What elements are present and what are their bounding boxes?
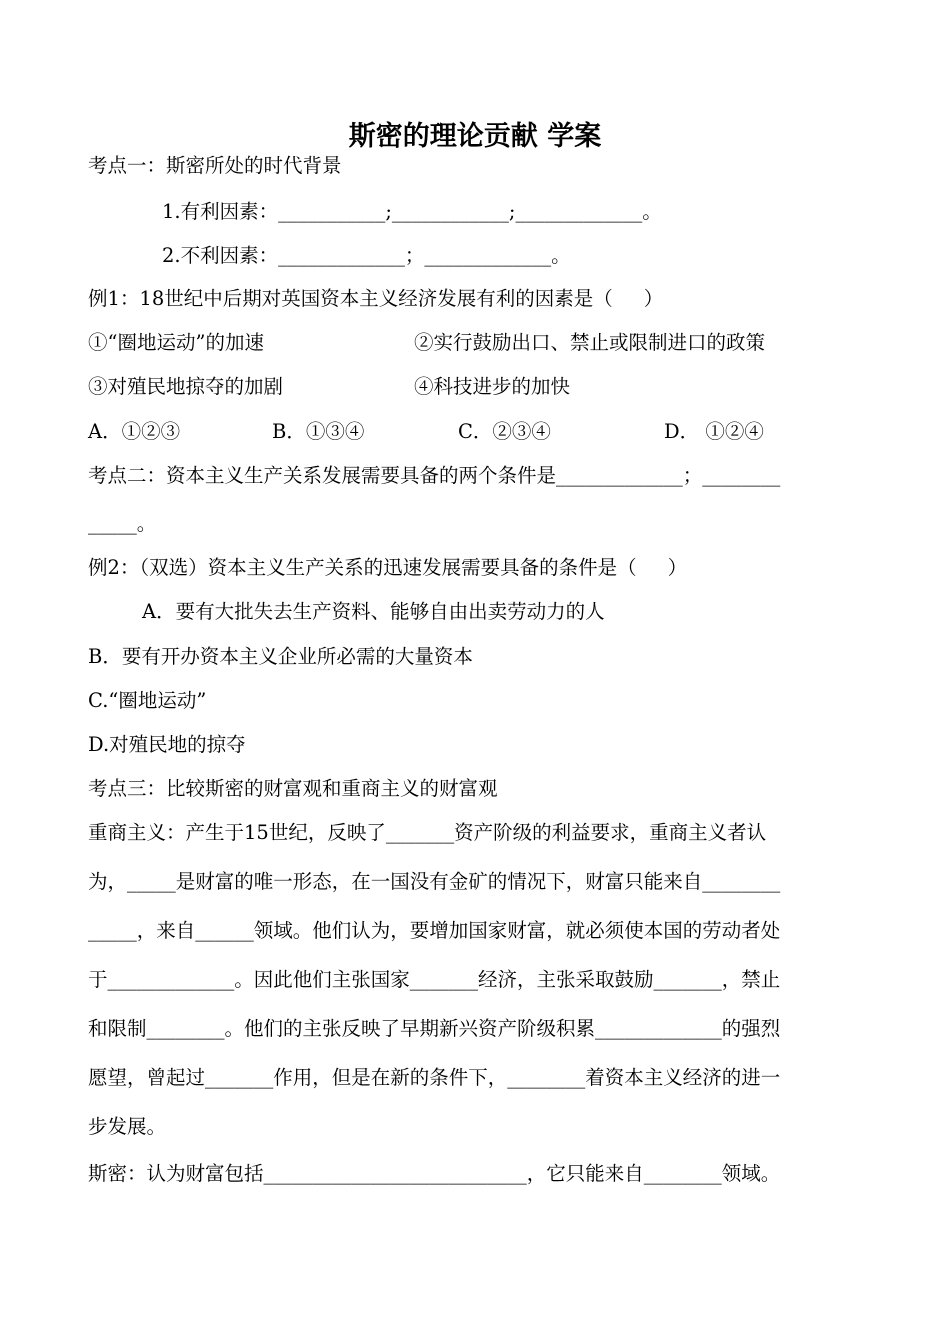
unfavorable-factors: 2.不利因素：_____________；_____________。 (162, 244, 571, 267)
example-1-choice-c: C．②③④ (458, 420, 551, 443)
section-2-line-2: _____。 (88, 512, 157, 535)
mercantilism-line-2: 为，_____是财富的唯一形态，在一国没有金矿的情况下，财富只能来自________ (88, 870, 781, 893)
mercantilism-line-1: 重商主义：产生于15世纪，反映了_______资产阶级的利益要求，重商主义者认 (88, 821, 767, 844)
example-1-item-1: ①“圈地运动”的加速 (88, 331, 264, 354)
example-1-item-4: ④科技进步的加快 (414, 375, 571, 398)
example-1-choice-a: A．①②③ (88, 420, 181, 443)
example-1-choice-b: B．①③④ (272, 420, 365, 443)
page-title: 斯密的理论贡献 学案 (348, 121, 602, 152)
mercantilism-line-7: 步发展。 (88, 1115, 167, 1138)
mercantilism-line-4: 于_____________。因此他们主张国家_______经济，主张采取鼓励_______，禁止 (88, 968, 781, 991)
example-2-choice-b: B．要有开办资本主义企业所必需的大量资本 (88, 645, 473, 668)
example-1-choice-d: D． ①②④ (664, 420, 764, 443)
example-2-choice-c: C.“圈地运动” (88, 689, 207, 712)
example-1-question: 例1：18世纪中后期对英国资本主义经济发展有利的因素是（ ） (88, 287, 664, 310)
smith-wealth-view: 斯密：认为财富包括___________________________，它只能来自________领域。 (88, 1162, 781, 1185)
example-1-item-2: ②实行鼓励出口、禁止或限制进口的政策 (414, 331, 766, 354)
mercantilism-line-6: 愿望，曾起过_______作用，但是在新的条件下，________着资本主义经济的进一 (88, 1066, 781, 1089)
example-1-item-3: ③对殖民地掠夺的加剧 (88, 375, 284, 398)
mercantilism-line-5: 和限制________。他们的主张反映了早期新兴资产阶级积累_____________的强烈 (88, 1017, 781, 1040)
section-2-line-1: 考点二：资本主义生产关系发展需要具备的两个条件是_____________；________ (88, 464, 781, 487)
example-2-question: 例2：（双选）资本主义生产关系的迅速发展需要具备的条件是（ ） (88, 556, 688, 579)
section-3-heading: 考点三：比较斯密的财富观和重商主义的财富观 (88, 777, 498, 800)
favorable-factors: 1.有利因素：___________;____________;_____________。 (162, 200, 662, 223)
mercantilism-line-3: _____，来自______领域。他们认为，要增加国家财富，就必须使本国的劳动者处 (88, 919, 781, 942)
section-1-heading: 考点一：斯密所处的时代背景 (88, 154, 342, 177)
example-2-choice-a: A．要有大批失去生产资料、能够自由出卖劳动力的人 (142, 600, 605, 623)
example-2-choice-d: D.对殖民地的掠夺 (88, 733, 246, 756)
